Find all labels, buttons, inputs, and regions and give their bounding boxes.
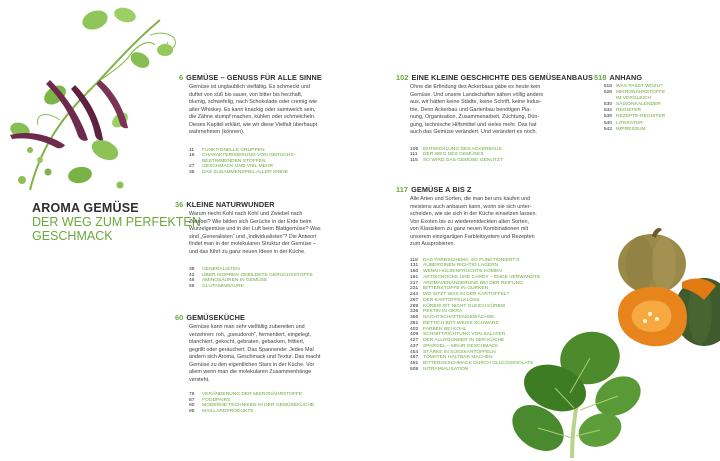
section-page-number: 117 <box>396 185 409 194</box>
toc-entry[interactable]: 267 DER KARTOFFELKLOSS <box>410 297 480 303</box>
toc-entry[interactable]: 437 SPARGEL – MEHR GESCHMACK <box>410 343 499 349</box>
section-geschichte <box>396 73 593 163</box>
section-heading <box>396 185 540 194</box>
intro-line: wahrnehmen (können). <box>189 129 245 135</box>
section-intro <box>410 196 540 249</box>
pea-tendril <box>37 115 60 125</box>
pea <box>18 176 26 184</box>
intro-line: duftet von süß bis sauer, von bitter bis herzhaft, <box>189 91 303 98</box>
section-page-number: 36 <box>175 200 184 209</box>
intro-line: gegrillt oder geräuchert. Das Spannende: Jedes Mal <box>189 346 314 353</box>
section-toc <box>189 148 322 176</box>
intro-line: scheiden, wie sie sich in der Küche einsetzen lassen. <box>410 211 538 217</box>
toc-entry-continued[interactable]: IM VERGLEICH <box>616 96 652 102</box>
toc-entry[interactable]: 427 DER ALLROUNDER IN DER KÜCHE <box>410 338 505 343</box>
intro-line: trie. Denn Ackerbau und Gartenbau benötigen Pla- <box>410 106 532 113</box>
intro-line: Zwiebel? Wie bilden sich Gerüche in der Erde beim <box>189 218 312 225</box>
section-title: EINE KLEINE GESCHICHTE DES GEMÜSEANBAUS <box>411 73 593 82</box>
section-page-number: 6 <box>179 73 184 82</box>
toc-entry[interactable]: 289 KÜRBIS IST NICHT GLEICH KÜRBIS <box>410 303 506 309</box>
toc-entry[interactable]: 16 CHARAKTERISIERUNG VON GERUCHS- <box>189 153 296 159</box>
intro-line: sind „Generalisten“ und „Individualisten“? Die Antwort <box>189 233 317 240</box>
intro-line: versteht. <box>189 376 210 383</box>
intro-line: meistens auch anbauen kann, worin sie sich unter- <box>410 203 532 210</box>
toc-entry[interactable]: 454 STÄRKE IN SÜSSKARTOFFELN <box>410 349 496 355</box>
leafy-green-image <box>500 318 650 461</box>
pea <box>117 182 124 189</box>
intro-line: Ohne die Erfindung des Ackerbaus gäbe es heute kein <box>410 84 541 90</box>
toc-entry[interactable]: 76 VERÄNDERUNG DER MIKRONÄHRSTOFFE <box>189 392 303 397</box>
toc-entry[interactable]: 90 MODERNE TECHNIKEN IN DER GEMÜSEKÜCHE <box>189 403 315 409</box>
toc-entry[interactable]: 105 ENTWICKLUNG DES ACKERBAUS <box>410 146 502 152</box>
pea-leaf <box>80 7 111 33</box>
toc-entry[interactable]: 160 WENN HÜLSENFRÜCHTE KOMEN <box>410 269 502 274</box>
section-intro <box>189 211 321 256</box>
intro-line: nung, Organisation, Zusammenarbeit, Züchtung, Dün- <box>410 114 540 120</box>
toc-entry[interactable]: 402 FARBEN BEI KOHL <box>410 326 467 332</box>
intro-line: Warum riecht Kohl nach Kohl und Zwiebel nach <box>189 211 303 217</box>
toc-entry[interactable]: 532 REGISTER <box>603 108 642 114</box>
intro-line: blanchiert, gekocht, gebraten, gebacken, frittiert, <box>189 339 305 345</box>
pea-pod <box>10 133 65 148</box>
book-title: AROMA GEMÜSE <box>32 201 139 215</box>
section-naturwunder <box>175 200 321 289</box>
toc-entry[interactable]: 356 NACHTSCHATTENGEWÄCHSE <box>410 315 495 320</box>
toc-entry[interactable]: 530 SAISONKALENDER <box>603 102 661 108</box>
intro-line: und das führt zu ganz neuen Ideen in der Küche. <box>189 248 306 255</box>
section-title: ANHANG <box>609 73 643 82</box>
section-page-number: 518 <box>594 73 607 82</box>
toc-entry[interactable]: 56 GLUTAMINSÄURE <box>189 283 244 289</box>
section-toc <box>410 147 593 164</box>
toc-entry[interactable]: 95 MAILLARDPRODUKTE <box>189 408 254 414</box>
pea-leaf <box>113 5 138 24</box>
intro-line: Von Exoten bis zu wiederentdeckten alten Sorten, <box>410 218 529 225</box>
intro-line: verzehren: roh, „pseudoroh“, fermentiert, eingelegt, <box>189 331 311 338</box>
section-toc <box>189 392 320 414</box>
toc-entry[interactable]: 539 REZEPTE-REGISTER <box>603 114 666 120</box>
section-genuss <box>179 73 322 175</box>
intro-line: Gemüse kann man sehr vielfältig zubereiten und <box>189 324 305 330</box>
toc-entry[interactable]: 11 FUNKTIONELLE GRUPPEN <box>189 147 265 153</box>
intro-line: aus, wir hätten keine Städte, keine Schrift, keine Indus- <box>410 99 542 105</box>
pea-plant-image <box>0 0 200 200</box>
section-gemueseküche <box>175 313 320 414</box>
section-title: KLEINE NATURWUNDER <box>186 200 275 209</box>
toc-entry[interactable]: 38 GENERALISTEN <box>189 267 240 272</box>
section-toc <box>189 267 321 289</box>
toc-entry[interactable]: 87 FOODPAIRS <box>189 397 231 403</box>
pea-leaf <box>157 44 173 56</box>
intro-line: von Klassikern zu ganz neuen Kombinationen mit <box>410 226 529 232</box>
section-page-number: 102 <box>396 73 409 82</box>
pea <box>27 147 33 153</box>
toc-entry[interactable]: 35 DAS ZUSAMMENSPIEL ALLER SINNE <box>189 169 288 175</box>
intro-line: gung, technische Hilfsmittel und vieles mehr. Das hat <box>410 121 537 128</box>
toc-entry[interactable]: 542 IMPRESSUM <box>603 126 646 132</box>
toc-entry[interactable]: 231 BITTERSTOFFE IN GURKEN <box>410 286 489 292</box>
section-heading <box>175 200 321 209</box>
pea-tendril <box>85 42 155 95</box>
intro-line: die Zähne stumpf machen, kühlen oder schmeicheln. <box>189 114 316 120</box>
section-intro <box>410 84 593 137</box>
toc-entry[interactable]: 518 WAS PASST WOZU? <box>603 84 663 89</box>
toc-entry[interactable]: 481 BITTERGESCHMACK DURCH GLUCOSINOLATE <box>410 361 534 366</box>
intro-line: Gemüse. Und unsere Landschaften sähen völlig anders <box>410 91 544 98</box>
intro-line: Gemüse ist unglaublich vielfältig. Es schmeckt und <box>189 84 311 90</box>
section-title: GEMÜSEKÜCHE <box>186 313 245 322</box>
intro-line: Alle Arten und Sorten, die man bei uns kaufen und <box>410 196 531 202</box>
intro-line: unserem einzigartigen Farbleitsystem und Rezepten <box>410 233 535 240</box>
pea-leaf <box>89 136 122 164</box>
toc-entry[interactable]: 381 RETTICH BOT WEISS SCHWARZ <box>410 320 499 326</box>
book-subtitle-line-1: DER WEG ZUM PERFEKTEN <box>32 215 201 229</box>
intro-line: blumig, schwefelig, nach Schokolade oder cremig wie <box>189 99 317 105</box>
toc-entry[interactable]: 467 TOMATEN HALTBAR MACHEN <box>410 355 493 361</box>
toc-entry-continued[interactable]: BESTIMMENDEN STOFFEN <box>202 158 266 164</box>
toc-entry[interactable]: 217 AROMAVERÄNDERUNG BEI DER REIFUNG <box>410 280 523 286</box>
toc-entry[interactable]: 244 WO SITZT WAS IN DER KARTOFFEL? <box>410 292 510 297</box>
pea-leaf <box>67 165 93 185</box>
intro-line: ändern sich Aroma, Geschmack und Textur. Das macht <box>189 354 321 360</box>
section-intro <box>189 324 320 384</box>
toc-entry[interactable]: 508 NITRAMIALISATION <box>410 366 469 372</box>
intro-line: zum Ausprobieren. <box>410 241 455 247</box>
pea-pod <box>46 80 88 141</box>
pea-pod <box>96 80 128 128</box>
section-heading <box>175 313 320 322</box>
toc-entry[interactable]: 409 SCHNITTRICHTUNG VON SALATEN <box>410 332 506 338</box>
section-page-number: 60 <box>175 313 184 322</box>
section-heading <box>594 73 665 82</box>
intro-line: allem wenn man die molekularen Zusammenhänge <box>189 369 312 375</box>
section-title: GEMÜSE A BIS Z <box>411 185 472 194</box>
toc-entry[interactable]: 118 DAS FARBSCHEMA: SO FUNKTIONIERT'S <box>410 257 520 263</box>
intro-line: auch das Gemüse verändert. Und verändert es noch. <box>410 129 538 135</box>
toc-entry[interactable]: 131 AUBERGINEN RICHTIG LAGERN <box>410 263 499 269</box>
toc-entry[interactable]: 111 DER WEG DES GEMÜSES <box>410 152 484 158</box>
toc-entry[interactable]: 528 MIKRONÄHRSTOFFE <box>603 90 666 96</box>
intro-line: Dieses Kapitel erklärt, wie wir diese Vielfalt überhaupt <box>189 121 318 128</box>
toc-entry[interactable]: 181 ARTISCHOCKE UND CARDY – ENGE VERWANDTE <box>410 274 541 280</box>
section-heading <box>396 73 593 82</box>
section-anhang <box>594 73 665 133</box>
toc-entry[interactable]: 46 AMINOSÄUREN IN GEMÜSE <box>189 278 268 284</box>
section-toc <box>600 84 665 133</box>
toc-entry[interactable]: 540 LITERATUR <box>603 120 643 126</box>
pea <box>45 169 52 176</box>
section-title: GEMÜSE – GENUSS FÜR ALLE SINNE <box>186 73 322 82</box>
section-intro <box>189 84 322 137</box>
section-heading <box>179 73 322 82</box>
pea <box>37 157 43 163</box>
intro-line: Wurzelgemüse und in der Luft beim Blattgemüse? Was <box>189 226 321 232</box>
intro-line: findet man in der molekularen Struktur der Gemüse – <box>189 241 317 247</box>
intro-line: alter Whiskey. Es kann knackig oder samtweich sein, <box>189 106 316 113</box>
toc-entry[interactable]: 27 GESCHMACK UND VIEL MEHR <box>189 164 274 170</box>
toc-entry[interactable]: 42 ÜBER ISOPREN GEBILDETE GERUCHSSTOFFE <box>189 272 313 278</box>
intro-line: Gemüse zu den eigentlichen Stars in der Küche. Vor <box>189 361 315 368</box>
toc-entry[interactable]: 336 PEKTIN IN OKRA <box>410 309 463 315</box>
toc-entry[interactable]: 115 SO WIRD DAS GEMÜSE GENUTZT <box>410 157 503 163</box>
book-subtitle-line-2: GESCHMACK <box>32 229 113 243</box>
